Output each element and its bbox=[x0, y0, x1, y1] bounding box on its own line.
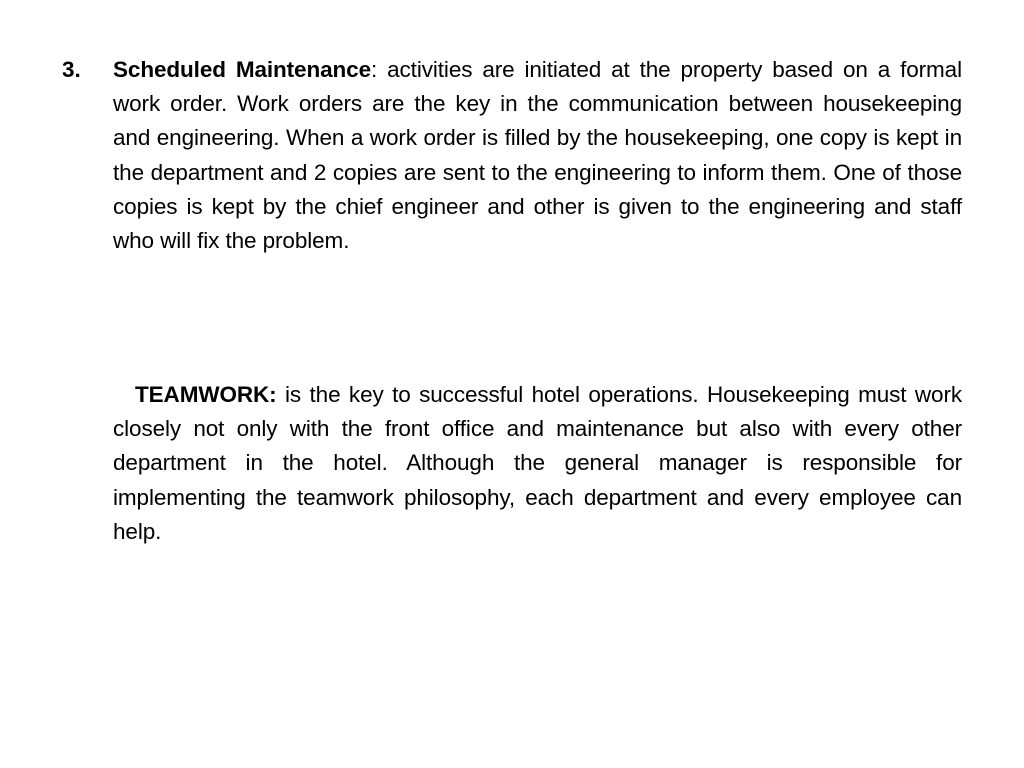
item-number: 3. bbox=[62, 57, 81, 82]
item-body: : activities are initiated at the property based on a formal work order. Work orders are the key in the communication between housekeeping and engineering. When a work order is filled by the housekeeping, one copy is kept in the department and 2 copies are sent to the engineering to inform them. One of those copies is kept by the chief engineer and other is given to the engineering and staff who will fix the problem. bbox=[113, 57, 962, 254]
teamwork-heading: TEAMWORK: bbox=[135, 382, 277, 407]
item-paragraph bbox=[113, 53, 962, 258]
teamwork-paragraph bbox=[113, 378, 962, 549]
teamwork-body: is the key to successful hotel operations. Housekeeping must work closely not only with the front office and maintenance but also with every other department in the hotel. Although the general manager is responsible for implementing the teamwork philosophy, each department and every employee can help. bbox=[113, 382, 962, 544]
item-heading: Scheduled Maintenance bbox=[113, 57, 372, 82]
